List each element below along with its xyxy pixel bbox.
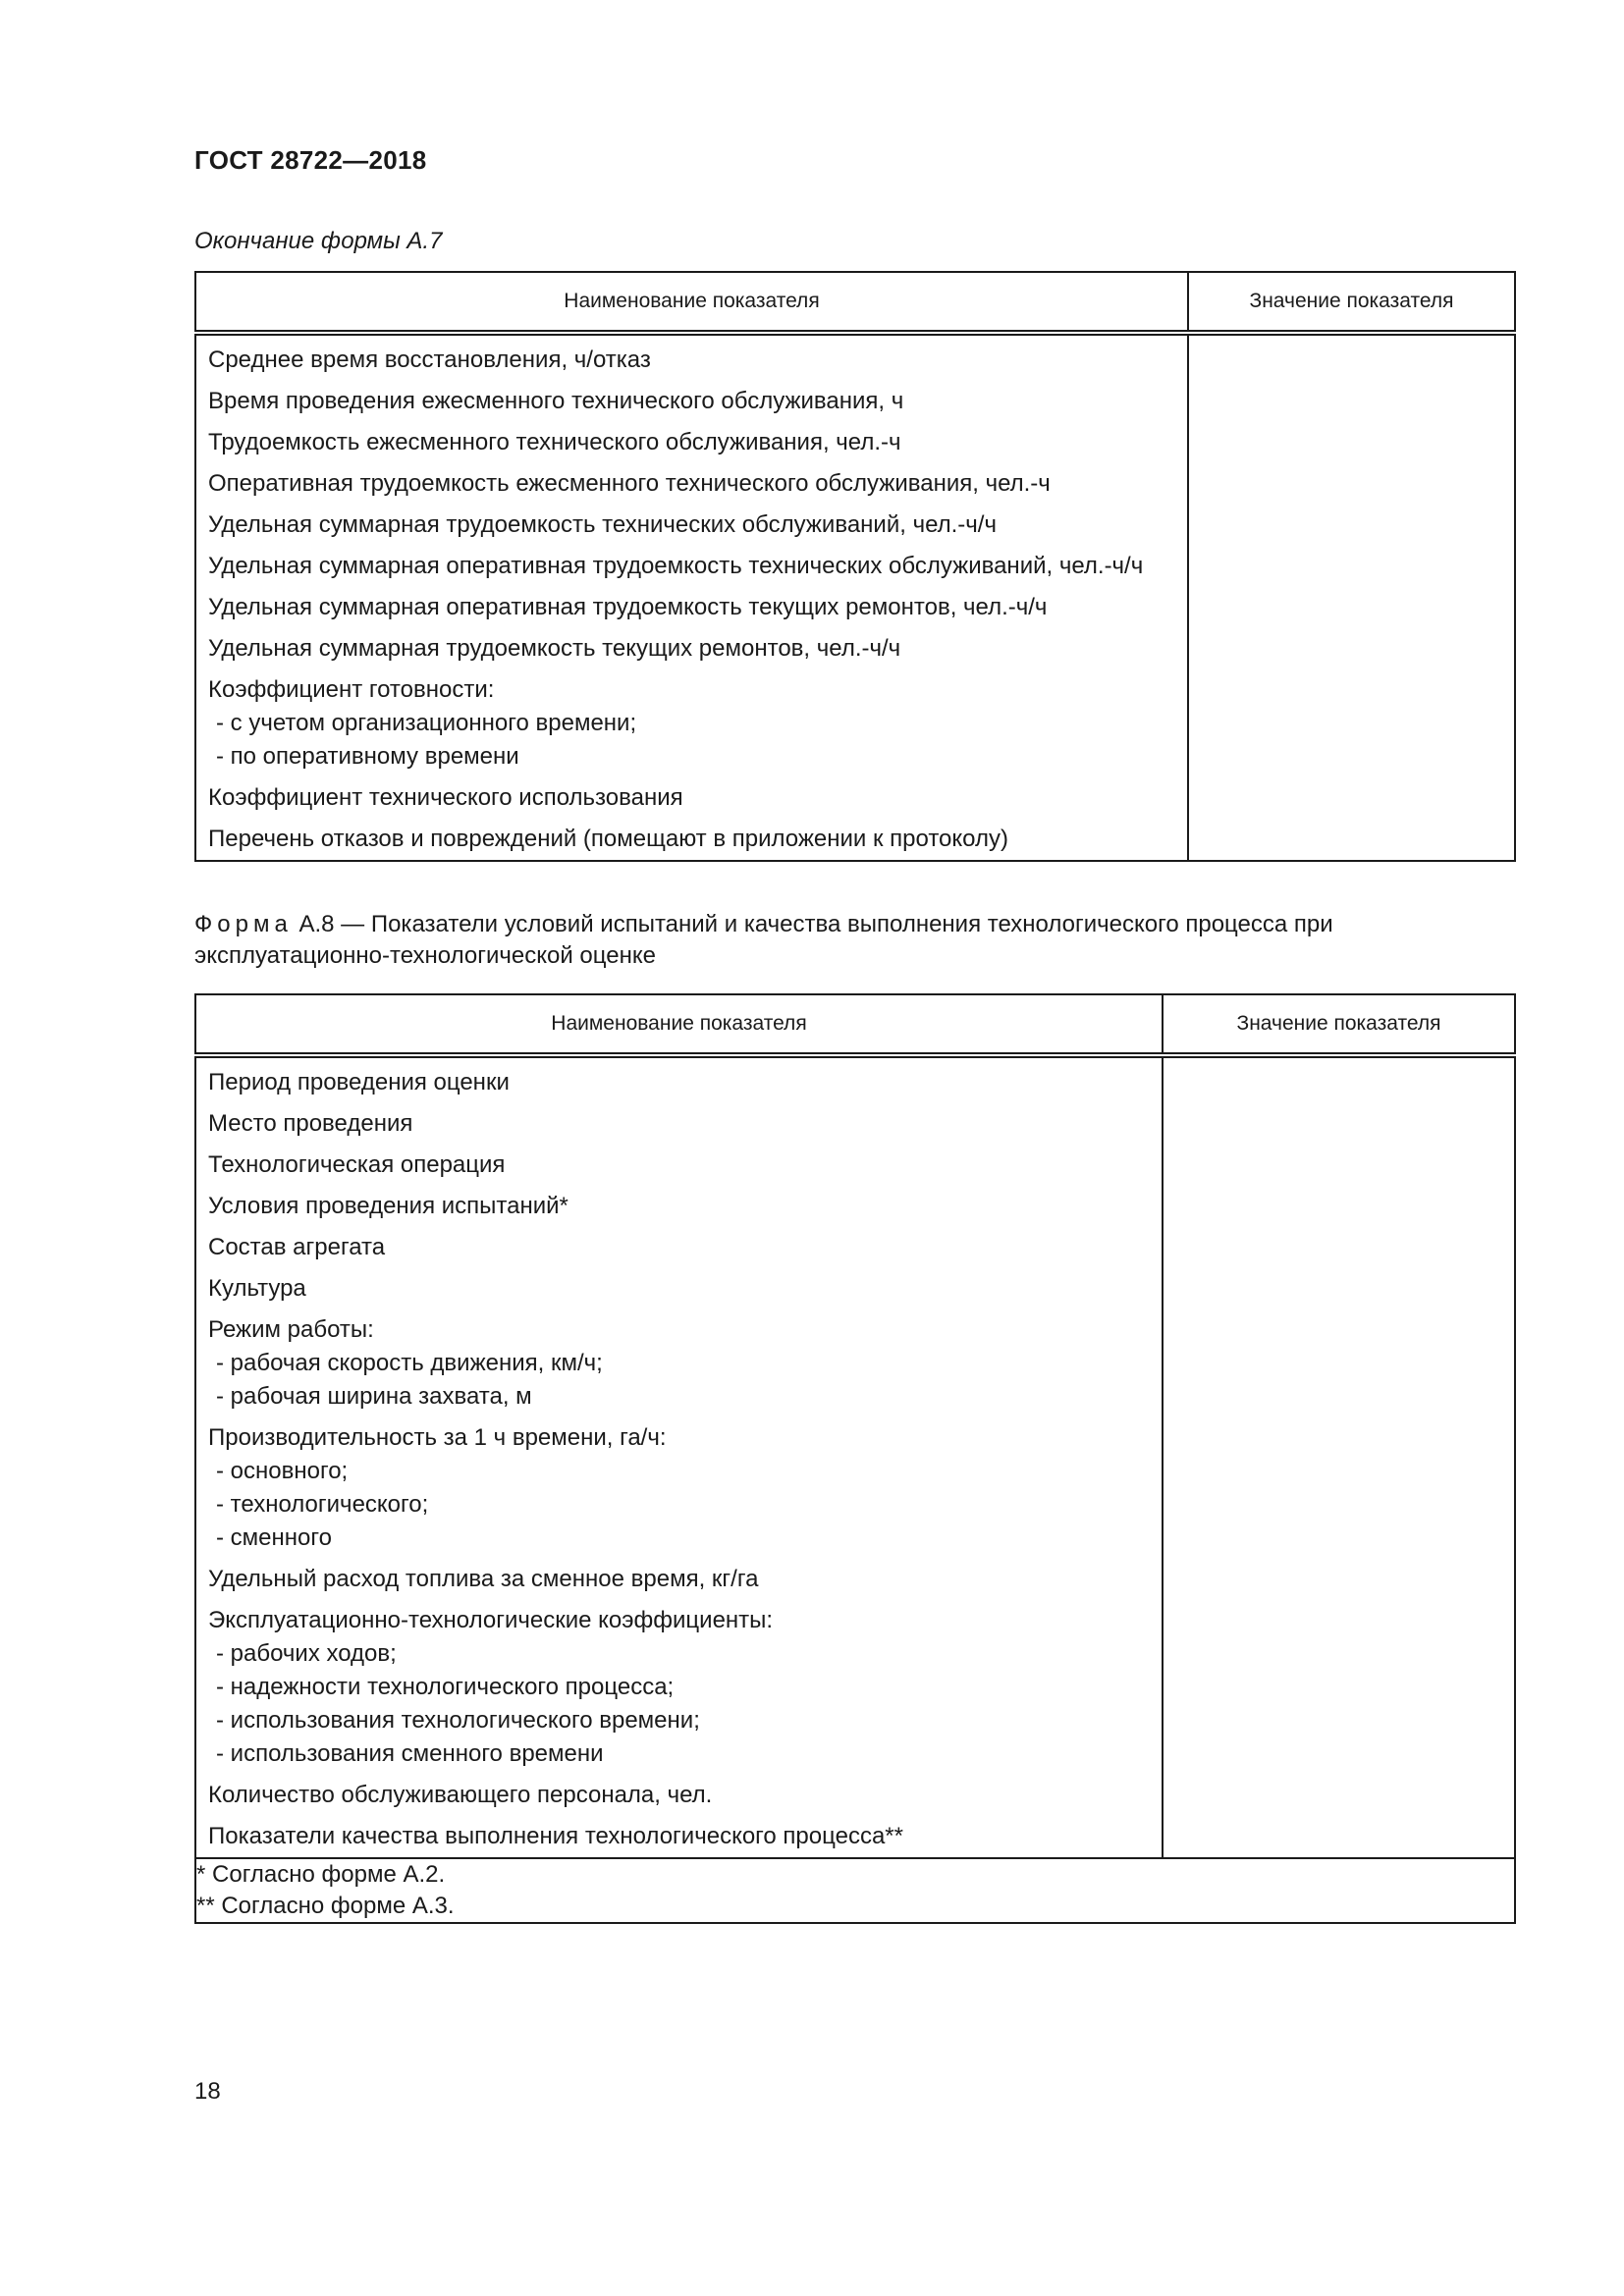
list-item: Место проведения bbox=[208, 1110, 413, 1137]
readiness-sub: - с учетом организационного времени; bbox=[216, 710, 637, 736]
list-item-productivity bbox=[208, 1421, 1162, 1555]
productivity-sub: - сменного bbox=[216, 1524, 332, 1551]
productivity-sub: - основного; bbox=[216, 1458, 349, 1484]
value-cell bbox=[1163, 1055, 1515, 1858]
column-header-name: Наименование показателя bbox=[195, 994, 1163, 1055]
list-item: Трудоемкость ежесменного технического обслуживания, чел.-ч bbox=[208, 429, 901, 455]
list-item: Культура bbox=[208, 1275, 306, 1302]
indicator-list bbox=[195, 333, 1188, 861]
list-item: Оперативная трудоемкость ежесменного технического обслуживания, чел.-ч bbox=[208, 470, 1051, 497]
productivity-title: Производительность за 1 ч времени, га/ч: bbox=[208, 1424, 667, 1451]
coefficients-title: Эксплуатационно-технологические коэффициенты: bbox=[208, 1607, 774, 1633]
document-header: ГОСТ 28722—2018 bbox=[194, 145, 427, 175]
list-item: Количество обслуживающего персонала, чел. bbox=[208, 1782, 713, 1808]
value-cell bbox=[1188, 333, 1515, 861]
mode-sub: - рабочая ширина захвата, м bbox=[216, 1383, 532, 1410]
column-header-value: Значение показателя bbox=[1188, 272, 1515, 333]
list-item: Показатели качества выполнения технологического процесса** bbox=[208, 1823, 903, 1849]
table-footnotes bbox=[195, 1858, 1515, 1923]
list-item: Удельная суммарная оперативная трудоемкость текущих ремонтов, чел.-ч/ч bbox=[208, 594, 1048, 620]
list-item: Состав агрегата bbox=[208, 1234, 386, 1260]
coefficients-sub: - надежности технологического процесса; bbox=[216, 1674, 675, 1700]
form-a8-caption bbox=[194, 909, 1516, 972]
footnote: ** Согласно форме А.3. bbox=[196, 1893, 455, 1919]
indicator-list bbox=[195, 1055, 1163, 1858]
list-item: Время проведения ежесменного технического обслуживания, ч bbox=[208, 388, 904, 414]
list-item-coefficients bbox=[208, 1604, 1162, 1771]
list-item: Удельная суммарная трудоемкость технических обслуживаний, чел.-ч/ч bbox=[208, 511, 997, 538]
coefficients-sub: - использования сменного времени bbox=[216, 1740, 604, 1767]
list-item: Среднее время восстановления, ч/отказ bbox=[208, 347, 651, 373]
list-item-mode bbox=[208, 1313, 1162, 1414]
form-label: Форма bbox=[194, 911, 293, 937]
readiness-title: Коэффициент готовности: bbox=[208, 676, 495, 703]
column-header-name: Наименование показателя bbox=[195, 272, 1188, 333]
list-item: Технологическая операция bbox=[208, 1151, 506, 1178]
form-a7-caption: Окончание формы А.7 bbox=[194, 228, 443, 254]
page-number: 18 bbox=[194, 2078, 221, 2105]
list-item: Коэффициент технического использования bbox=[208, 784, 683, 811]
mode-title: Режим работы: bbox=[208, 1316, 374, 1343]
list-item-readiness bbox=[208, 673, 1187, 774]
list-item: Период проведения оценки bbox=[208, 1069, 510, 1095]
list-item: Удельная суммарная оперативная трудоемкость технических обслуживаний, чел.-ч/ч bbox=[208, 553, 1144, 579]
mode-sub: - рабочая скорость движения, км/ч; bbox=[216, 1350, 603, 1376]
footnote: * Согласно форме А.2. bbox=[196, 1861, 446, 1888]
coefficients-sub: - использования технологического времени; bbox=[216, 1707, 700, 1734]
column-header-value: Значение показателя bbox=[1163, 994, 1515, 1055]
form-title: А.8 — Показатели условий испытаний и качества выполнения технологического процесса при эксплуатационно-технологической оценке bbox=[194, 911, 1333, 969]
list-item: Условия проведения испытаний* bbox=[208, 1193, 568, 1219]
readiness-sub: - по оперативному времени bbox=[216, 743, 519, 770]
list-item: Удельный расход топлива за сменное время, кг/га bbox=[208, 1566, 759, 1592]
productivity-sub: - технологического; bbox=[216, 1491, 429, 1518]
list-item: Удельная суммарная трудоемкость текущих ремонтов, чел.-ч/ч bbox=[208, 635, 901, 662]
form-a7-table bbox=[194, 271, 1516, 862]
coefficients-sub: - рабочих ходов; bbox=[216, 1640, 397, 1667]
form-a8-table bbox=[194, 993, 1516, 1924]
list-item: Перечень отказов и повреждений (помещают в приложении к протоколу) bbox=[208, 826, 1008, 852]
